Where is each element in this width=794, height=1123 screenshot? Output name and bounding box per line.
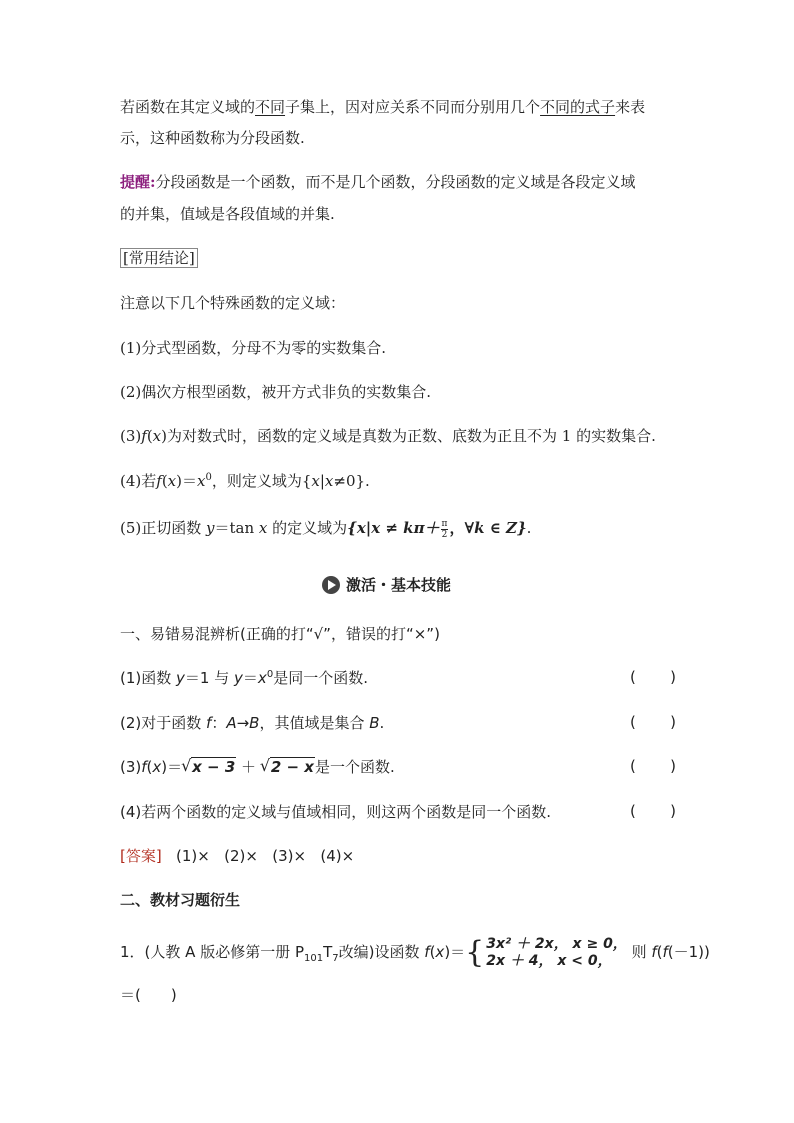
math-var: x xyxy=(197,472,206,490)
math-var: f xyxy=(424,943,430,961)
conclusion-item-1: (1)分式型函数，分母不为零的实数集合. xyxy=(120,339,387,357)
intro-text: 子集上，因对应关系不同而分别用几个 xyxy=(285,98,541,116)
sqrt-expression xyxy=(261,757,315,777)
conclusion-tag-label: [常用结论] xyxy=(120,248,198,268)
paren: ) xyxy=(670,802,676,820)
answer-values: (1)× (2)× (3)× (4)× xyxy=(176,847,355,865)
math-var: x xyxy=(152,427,162,445)
section-header xyxy=(322,574,451,595)
text: ( xyxy=(161,472,168,490)
math-var: B xyxy=(249,714,260,732)
answer-blank-4[interactable] xyxy=(630,802,676,820)
pi-over-2-fraction xyxy=(441,519,449,540)
exponent: 0 xyxy=(205,472,212,483)
text: (3) xyxy=(120,758,142,776)
play-circle-icon xyxy=(322,576,340,594)
text: )＝ xyxy=(444,943,466,961)
answer-blank-2[interactable] xyxy=(630,713,676,731)
conclusion-intro: 注意以下几个特殊函数的定义域： xyxy=(120,294,346,312)
conclusion-item-3 xyxy=(120,426,656,446)
text: (－1)) xyxy=(667,943,710,961)
part1-question-4: (4)若两个函数的定义域与值域相同，则这两个函数是同一个函数. xyxy=(120,803,552,821)
text: (5)正切函数 xyxy=(120,519,207,537)
text: ，则定义域为{ xyxy=(211,472,312,490)
text: ＝tan xyxy=(214,519,259,537)
paren: ( xyxy=(630,668,636,686)
math-set: ∀k ∈ Z} xyxy=(464,519,527,537)
paren: ) xyxy=(670,713,676,731)
text: 是一个函数. xyxy=(314,758,395,776)
text: ≠0}. xyxy=(333,472,370,490)
case-row: 2x ＋ 4， x < 0， xyxy=(486,952,612,969)
text: (4)若 xyxy=(120,472,157,490)
text: ( xyxy=(146,427,153,445)
tip-label: 提醒: xyxy=(120,173,156,191)
part1-heading: 一、易错易混辨析(正确的打“√”，错误的打“×”) xyxy=(120,625,440,643)
text: (2)对于函数 xyxy=(120,714,207,732)
text: ＋ xyxy=(236,758,261,776)
text: → xyxy=(236,714,250,732)
paren: ( xyxy=(630,802,636,820)
underlined-term: 不同的式子 xyxy=(540,98,616,116)
text: 是同一个函数. xyxy=(273,669,368,687)
part2-question-1 xyxy=(120,935,710,970)
text: )＝ xyxy=(161,758,183,776)
math-var: x xyxy=(152,758,162,776)
math-var: f xyxy=(141,758,147,776)
part1-question-2 xyxy=(120,713,384,733)
conclusion-item-2: (2)偶次方根型函数，被开方式非负的实数集合. xyxy=(120,383,432,401)
math-var: B xyxy=(369,714,380,732)
text: ( xyxy=(146,758,153,776)
case-row: 3x² ＋ 2x， x ≥ 0， xyxy=(486,935,627,952)
text: 的定义域为 xyxy=(267,519,348,537)
answer-line xyxy=(120,846,354,866)
text: ： xyxy=(211,714,227,732)
text: | xyxy=(319,472,325,490)
radicand: 2 − x xyxy=(270,758,314,776)
text: ，其值域是集合 xyxy=(259,714,370,732)
tip-line-2: 的并集，值域是各段值域的并集. xyxy=(120,205,335,223)
paren: ( xyxy=(630,713,636,731)
tip-text: 分段函数是一个函数，而不是几个函数，分段函数的定义域是各段定义域 xyxy=(155,173,636,191)
text: )为对数式时，函数的定义域是真数为正数、底数为正且不为 1 的实数集合. xyxy=(161,427,656,445)
numerator: π xyxy=(441,518,448,529)
text: ＝1 与 xyxy=(184,669,235,687)
paren: ( xyxy=(630,757,636,775)
math-var: x xyxy=(435,943,445,961)
math-var: f xyxy=(141,427,147,445)
subscript: 101 xyxy=(304,953,324,964)
sqrt-expression xyxy=(182,757,236,777)
text: )＝ xyxy=(176,472,197,490)
text: (3) xyxy=(120,427,142,445)
intro-line-1 xyxy=(120,97,645,117)
text: 1．(人教 A 版必修第一册 P xyxy=(120,943,305,961)
math-var: x xyxy=(324,472,334,490)
conclusion-item-4 xyxy=(120,471,370,491)
math-set: ， xyxy=(449,519,465,537)
answer-blank-3[interactable] xyxy=(630,757,676,775)
math-var: A xyxy=(226,714,237,732)
tip-line-1 xyxy=(120,172,636,192)
math-var: x xyxy=(257,669,267,687)
answer-label: [答案] xyxy=(120,847,162,865)
text: 则 xyxy=(626,943,652,961)
part1-question-1 xyxy=(120,668,368,688)
intro-text: 来表 xyxy=(615,98,646,116)
math-var: x xyxy=(311,472,320,490)
math-var: f xyxy=(651,943,657,961)
intro-line-2: 示，这种函数称为分段函数. xyxy=(120,129,305,147)
text: ＝ xyxy=(242,669,258,687)
section-title: 激活・基本技能 xyxy=(346,576,452,594)
part2-heading: 二、教材习题衍生 xyxy=(120,891,241,909)
math-var: f xyxy=(206,714,212,732)
denominator: 2 xyxy=(441,529,448,540)
conclusion-item-5 xyxy=(120,518,531,540)
text: ( xyxy=(429,943,436,961)
piecewise-cases xyxy=(486,936,627,970)
text: (1)函数 xyxy=(120,669,177,687)
subscript: 7 xyxy=(332,953,339,964)
radicand: x − 3 xyxy=(192,758,236,776)
paren: ) xyxy=(670,668,676,686)
underlined-term: 不同 xyxy=(255,98,286,116)
text: ( xyxy=(656,943,663,961)
math-var: y xyxy=(176,669,185,687)
part2-question-1-choice: ＝( ) xyxy=(120,986,177,1004)
part1-question-3 xyxy=(120,757,395,777)
conclusion-tag xyxy=(120,248,198,268)
math-var: f xyxy=(662,943,668,961)
text: T xyxy=(323,943,333,961)
exponent: 0 xyxy=(266,669,274,680)
intro-text: 若函数在其定义域的 xyxy=(120,98,256,116)
paren: ) xyxy=(670,757,676,775)
text: . xyxy=(526,519,532,537)
left-brace: { xyxy=(465,934,485,970)
math-set: {x|x ≠ kπ＋ xyxy=(347,519,440,537)
math-var: x xyxy=(167,472,177,490)
math-var: f xyxy=(156,472,162,490)
text: . xyxy=(379,714,385,732)
math-var: y xyxy=(234,669,243,687)
math-var: x xyxy=(258,519,268,537)
text: 改编)设函数 xyxy=(338,943,425,961)
answer-blank-1[interactable] xyxy=(630,668,676,686)
math-var: y xyxy=(206,519,215,537)
